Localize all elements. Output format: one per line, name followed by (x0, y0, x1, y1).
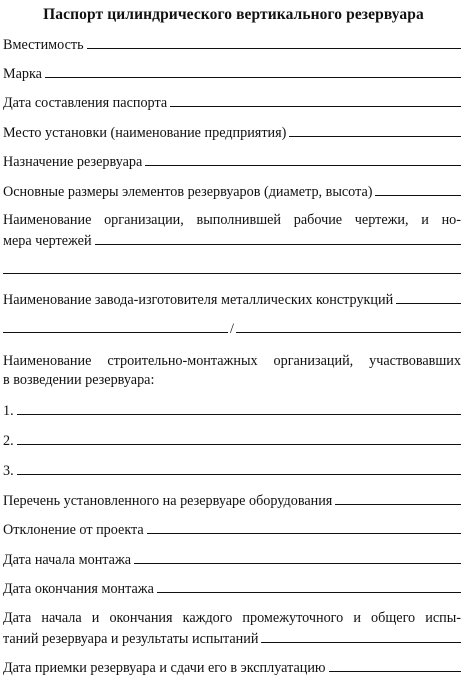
manufacturer-field[interactable] (396, 289, 461, 304)
deviation-label: Отклонение от проекта (3, 522, 144, 538)
passport-date-row (3, 92, 461, 112)
designer-field-extra[interactable] (3, 259, 461, 274)
designer-line1: Наименование организации, выполнившей рабочие чертежи, и но- (3, 212, 461, 228)
builders-line1: Наименование строительно-монтажных организаций, участвовавших (3, 353, 461, 369)
assembly-end-row (3, 578, 461, 598)
deviation-field[interactable] (147, 519, 461, 534)
purpose-label: Назначение резервуара (3, 154, 143, 170)
main-dimensions-label: Основные размеры элементов резервуаров (диаметр, высота) (3, 184, 373, 200)
designer-label-line2: мера чертежей (3, 233, 92, 249)
manufacturer-split-row (3, 318, 461, 338)
designer-field[interactable] (95, 230, 461, 245)
builders-line2: в возведении резервуара: (3, 372, 155, 388)
item-number-1: 1. (3, 403, 14, 419)
assembly-start-label: Дата начала монтажа (3, 552, 132, 568)
acceptance-label: Дата приемки резервуара и сдачи его в эксплуатацию (3, 660, 326, 676)
manufacturer-label: Наименование завода-изготовителя металлических конструкций (3, 292, 394, 308)
brand-label: Марка (3, 66, 42, 82)
equipment-field[interactable] (335, 490, 461, 505)
brand-field[interactable] (45, 63, 461, 78)
item-number-2: 2. (3, 433, 14, 449)
deviation-row (3, 519, 461, 539)
equipment-label: Перечень установленного на резервуаре оборудования (3, 493, 333, 509)
tests-line1: Дата начала и окончания каждого промежуточного и общего испы- (3, 610, 461, 626)
capacity-label: Вместимость (3, 37, 84, 53)
builder-item-1 (3, 400, 461, 420)
capacity-field[interactable] (87, 34, 461, 49)
tests-field[interactable] (261, 628, 461, 643)
builder-item-3 (3, 460, 461, 480)
manufacturer-field-left[interactable] (3, 318, 228, 333)
acceptance-field[interactable] (329, 657, 461, 672)
builder-field-2[interactable] (17, 430, 461, 445)
capacity-row (3, 34, 461, 54)
assembly-start-field[interactable] (134, 549, 461, 564)
install-place-label: Место установки (наименование предприятия) (3, 125, 287, 141)
slash-separator: / (230, 321, 234, 337)
manufacturer-field-right[interactable] (236, 318, 461, 333)
brand-row (3, 63, 461, 83)
purpose-field[interactable] (145, 151, 461, 166)
assembly-end-label: Дата окончания монтажа (3, 581, 154, 597)
equipment-row (3, 490, 461, 510)
install-place-field[interactable] (289, 122, 461, 137)
assembly-end-field[interactable] (157, 578, 461, 593)
item-number-3: 3. (3, 463, 14, 479)
main-dimensions-field[interactable] (375, 181, 461, 196)
acceptance-row (3, 657, 461, 677)
tests-label-line2: таний резервуара и результаты испытаний (3, 631, 259, 647)
manufacturer-row (3, 289, 461, 309)
builder-field-3[interactable] (17, 460, 461, 475)
builder-item-2 (3, 430, 461, 450)
tests-row (3, 628, 461, 648)
builder-field-1[interactable] (17, 400, 461, 415)
purpose-row (3, 151, 461, 171)
assembly-start-row (3, 549, 461, 569)
passport-date-field[interactable] (170, 92, 461, 107)
main-dimensions-row (3, 181, 461, 201)
page-title: Паспорт цилиндрического вертикального резервуара (43, 6, 424, 23)
install-place-row (3, 122, 461, 142)
passport-date-label: Дата составления паспорта (3, 95, 168, 111)
designer-row (3, 230, 461, 250)
